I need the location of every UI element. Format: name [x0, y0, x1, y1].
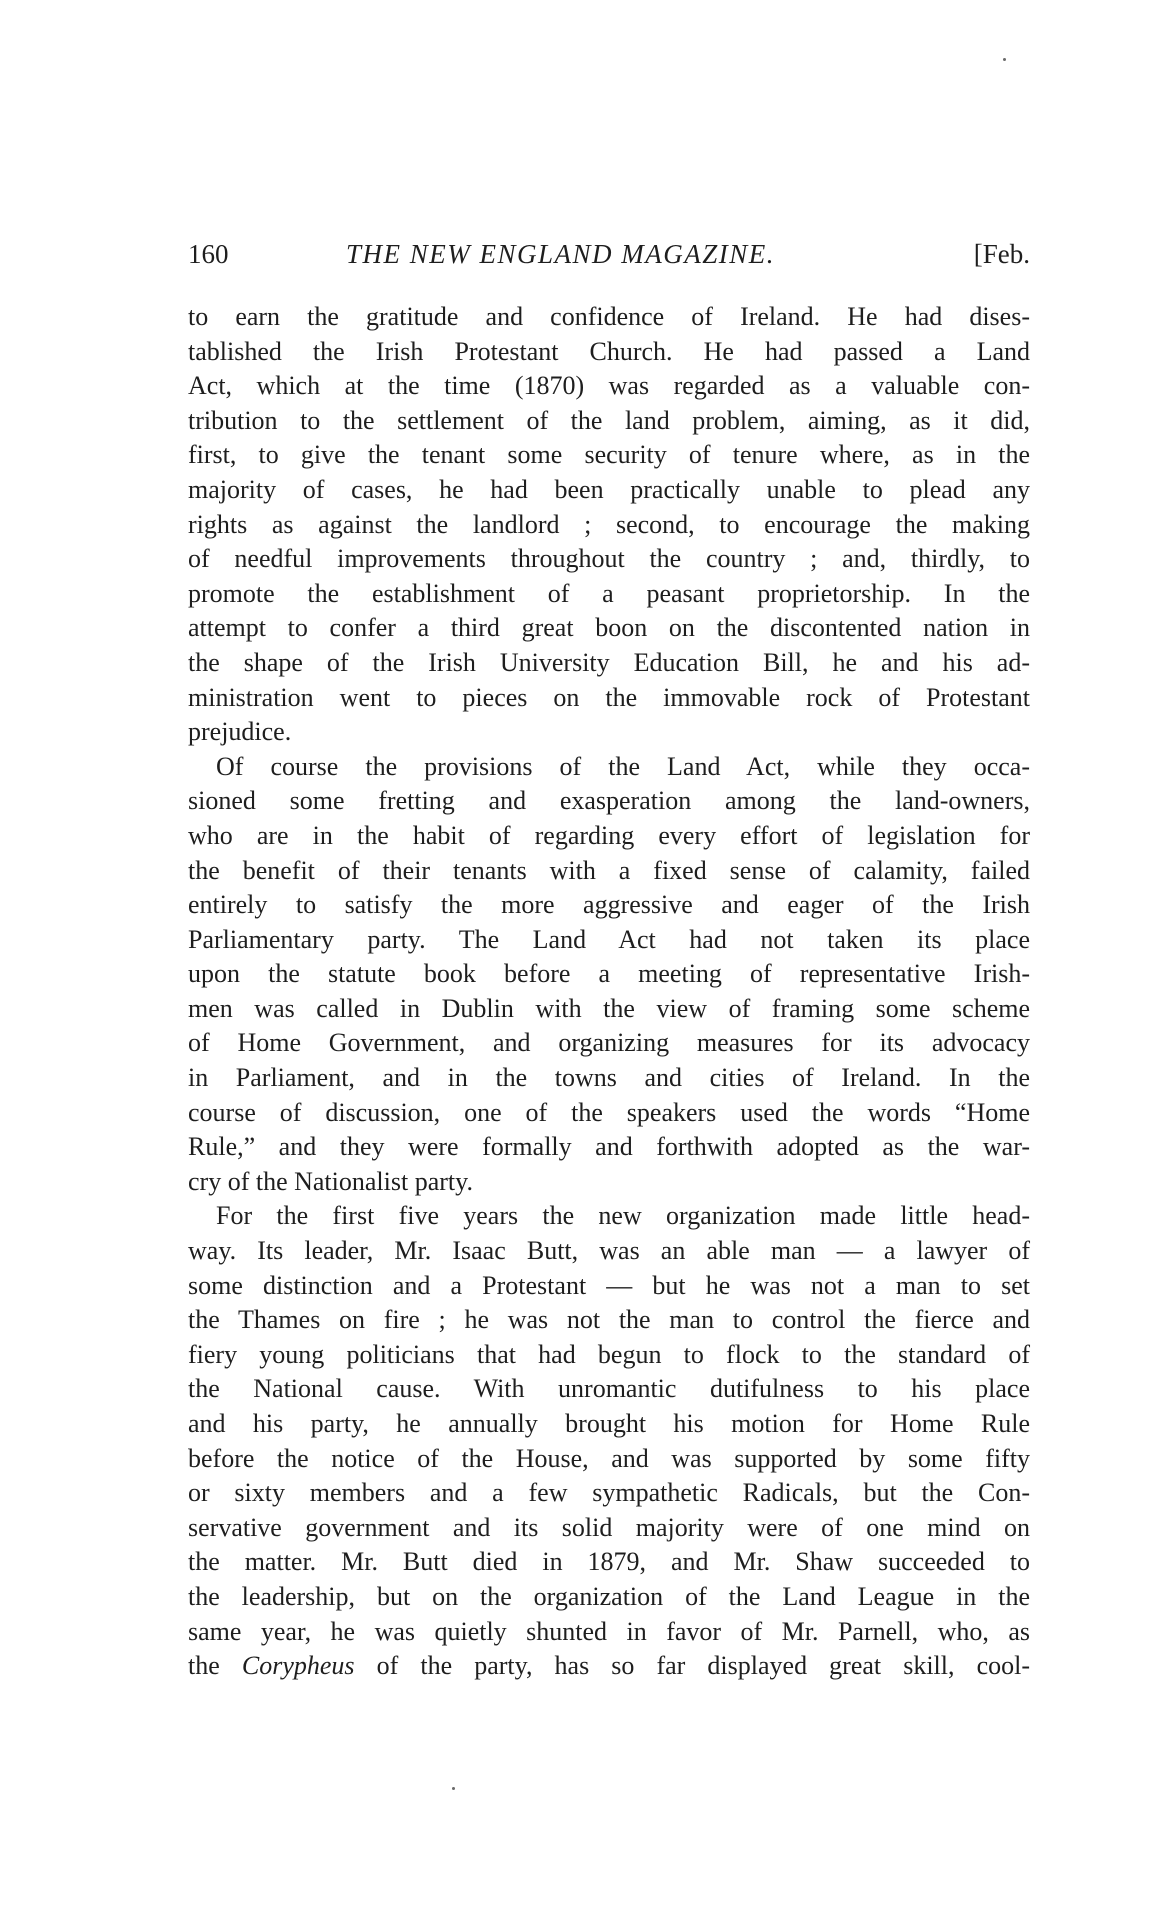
text-line: For the first five years the new organization made little head-	[216, 1201, 1030, 1231]
italic-term: Coryphеus	[241, 1651, 355, 1681]
body-text	[188, 300, 1030, 1684]
text-line: of Home Government, and organizing measures for its advocacy	[188, 1028, 1030, 1058]
text-line: rights as against the landlord ; second, to encourage the making	[188, 509, 1030, 539]
text-line: servative government and its solid majority were of one mind on	[188, 1512, 1030, 1542]
text-line: prejudice.	[188, 717, 292, 747]
text-line: same year, he was quietly shunted in favor of Mr. Parnell, who, as	[188, 1616, 1030, 1646]
text-line: tablished the Irish Protestant Church. He had passed a Land	[188, 336, 1030, 366]
text-line: the benefit of their tenants with a fixed sense of calamity, failed	[188, 855, 1030, 885]
text-line: who are in the habit of regarding every effort of legislation for	[188, 820, 1030, 850]
text-line: Act, which at the time (1870) was regarded as a valuable con-	[188, 371, 1030, 401]
text-line: sioned some fretting and exasperation among the land-owners,	[188, 786, 1030, 816]
running-title: THE NEW ENGLAND MAGAZINE.	[346, 239, 775, 269]
text-line: the shape of the Irish University Education Bill, he and his ad-	[188, 647, 1030, 677]
text-line: to earn the gratitude and confidence of Ireland. He had dises-	[188, 302, 1030, 331]
text-line: fiery young politicians that had begun to flock to the standard of	[188, 1339, 1030, 1369]
text-line: promote the establishment of a peasant proprietorship. In the	[188, 578, 1030, 608]
text-line: the Thames on fire ; he was not the man to control the fierce and	[188, 1305, 1030, 1335]
text-fragment: of the party, has so far displayed great skill, cool-	[354, 1651, 1031, 1681]
running-header	[188, 232, 1030, 276]
text-line: the National cause. With unromantic dutifulness to his place	[188, 1374, 1030, 1404]
text-line: attempt to confer a third great boon on the discontented nation in	[188, 613, 1030, 643]
text-line: way. Its leader, Mr. Isaac Butt, was an able man — a lawyer of	[188, 1236, 1030, 1266]
text-line: course of discussion, one of the speakers used the words “Home	[188, 1097, 1030, 1127]
text-line: Parliamentary party. The Land Act had not taken its place	[188, 924, 1030, 954]
text-line: upon the statute book before a meeting of representative Irish-	[188, 959, 1030, 989]
text-line	[188, 1649, 1030, 1684]
text-line: Of course the provisions of the Land Act, while they occa-	[216, 751, 1030, 781]
text-line: Rule,” and they were formally and forthwith adopted as the war-	[188, 1132, 1030, 1162]
text-line: first, to give the tenant some security of tenure where, as in the	[188, 440, 1030, 470]
text-line: cry of the Nationalist party.	[188, 1166, 473, 1196]
text-line: entirely to satisfy the more aggressive and eager of the Irish	[188, 890, 1030, 920]
text-fragment: the	[188, 1651, 242, 1681]
page-number: 160	[188, 239, 229, 269]
paper-speck	[452, 1787, 455, 1790]
text-line: ministration went to pieces on the immovable rock of Protestant	[188, 682, 1030, 712]
running-month: [Feb.	[973, 239, 1030, 269]
text-line: and his party, he annually brought his motion for Home Rule	[188, 1409, 1030, 1438]
text-line: majority of cases, he had been practically unable to plead any	[188, 474, 1030, 504]
text-line: before the notice of the House, and was supported by some fifty	[188, 1443, 1030, 1473]
text-line: of needful improvements throughout the country ; and, thirdly, to	[188, 544, 1030, 574]
text-line: tribution to the settlement of the land problem, aiming, as it did,	[188, 405, 1030, 435]
paper-speck	[1003, 58, 1006, 61]
text-line: some distinction and a Protestant — but he was not a man to set	[188, 1270, 1030, 1300]
text-line: the leadership, but on the organization of the Land League in the	[188, 1581, 1030, 1611]
text-line: or sixty members and a few sympathetic Radicals, but the Con-	[188, 1478, 1030, 1508]
text-line: in Parliament, and in the towns and cities of Ireland. In the	[188, 1063, 1030, 1093]
text-line: men was called in Dublin with the view of framing some scheme	[188, 993, 1030, 1023]
text-line: the matter. Mr. Butt died in 1879, and Mr. Shaw succeeded to	[188, 1547, 1030, 1577]
